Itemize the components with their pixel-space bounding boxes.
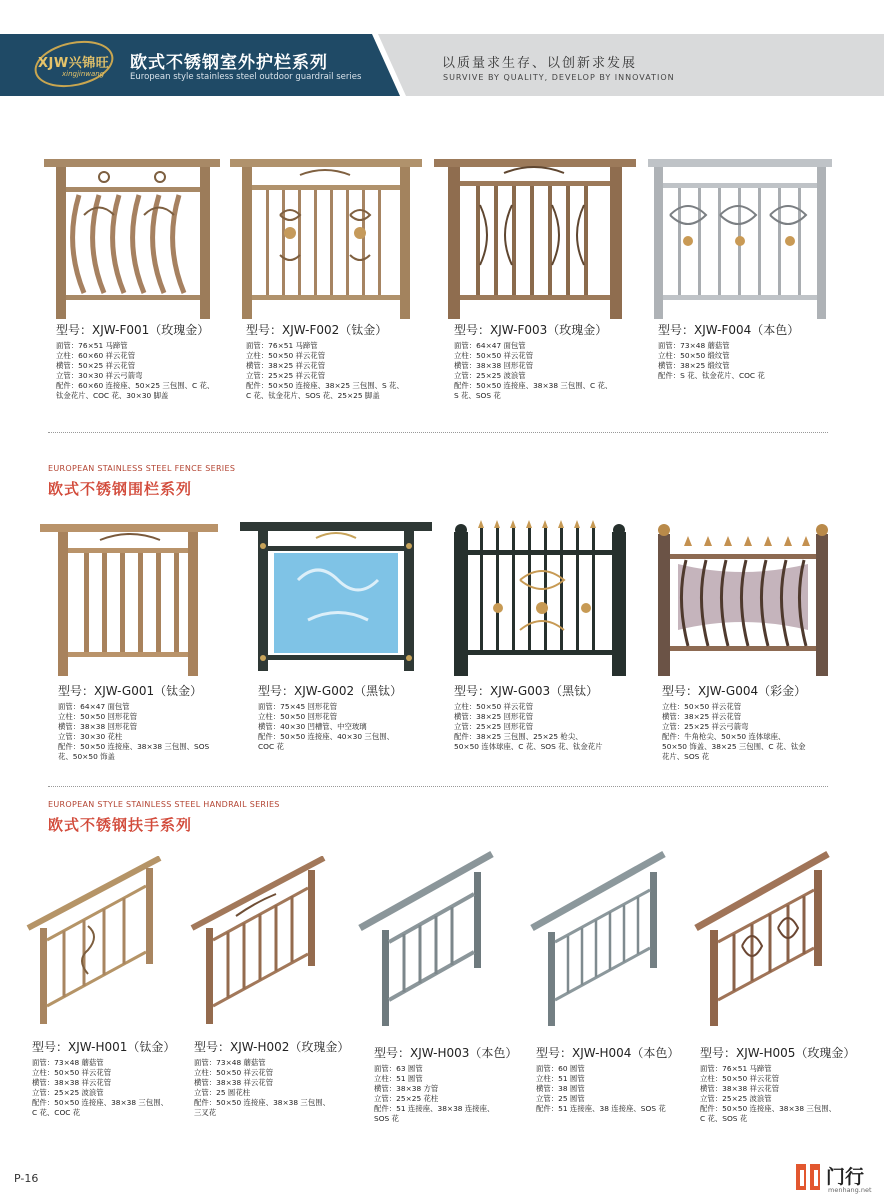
spec-line: 面管：60 圆管 (536, 1064, 585, 1073)
spec-line: 立柱：50×50 祥云花管 (454, 702, 534, 711)
model-label: 型号：XJW-H004（本色） (536, 1046, 680, 1060)
spec-line: 横管：50×25 祥云花管 (56, 361, 136, 370)
spec-line: 配件：51 连接座、38×38 连接座、 (374, 1104, 495, 1113)
page-title: 欧式不锈钢室外护栏系列 (130, 53, 328, 73)
section-title-en: EUROPEAN STYLE STAINLESS STEEL HANDRAIL SERIES (48, 800, 280, 809)
spec-line: 面管：63 圆管 (374, 1064, 423, 1073)
spec-line: 面管：76×51 马蹄管 (246, 341, 318, 350)
product-g001 (40, 520, 220, 762)
railing-f003-image (434, 155, 636, 321)
spec-line: C 花、SOS 花 (700, 1114, 748, 1123)
section-divider (48, 432, 828, 433)
spec-line: 50×50 饰盖、38×25 三包围、C 花、钛金 (662, 742, 806, 751)
spec-line: 立管：25×25 祥云花管 (246, 371, 326, 380)
spec-line: 立柱：50×50 回形花管 (258, 712, 338, 721)
spec-line: 配件：50×50 连接座、38×25 三包围、S 花、 (246, 381, 404, 390)
spec-line: 面管：76×51 马蹄管 (56, 341, 128, 350)
model-label: 型号：XJW-F001（玫瑰金） (56, 323, 210, 337)
model-label: 型号：XJW-G003（黑钛） (454, 684, 599, 698)
spec-line: 立管：25 圆管 (536, 1094, 585, 1103)
product-g003 (440, 520, 636, 752)
spec-line: 横管：38×25 回形花管 (454, 712, 534, 721)
spec-line: 配件：50×50 连接座、38×38 三包围、C 花、 (454, 381, 613, 390)
spec-line: 立柱：50×50 祥云花管 (246, 351, 326, 360)
spec-line: 横管：38×25 缎纹管 (658, 361, 730, 370)
railing-f004-image (648, 155, 832, 321)
product-h004 (530, 850, 679, 1114)
spec-line: 花片、SOS 花 (662, 752, 710, 761)
section-title: 欧式不锈钢扶手系列 (48, 816, 193, 834)
product-g002 (238, 520, 434, 752)
product-f003 (434, 155, 636, 401)
spec-line: 横管：40×30 凹槽管、中空玻璃 (258, 722, 367, 731)
spec-line: 面管：73×48 蘑菇管 (32, 1058, 104, 1067)
spec-line: 横管：38×38 方管 (374, 1084, 439, 1093)
spec-line: 配件：50×50 连接座、38×38 三包围、 (700, 1104, 836, 1113)
spec-line: 面管：76×51 马蹄管 (700, 1064, 772, 1073)
product-h001 (26, 856, 175, 1118)
spec-line: 横管：38×25 祥云花管 (246, 361, 326, 370)
model-label: 型号：XJW-F004（本色） (658, 323, 800, 337)
handrail-h002-image (190, 856, 330, 1036)
spec-line: 立管：25×25 波浪管 (700, 1094, 772, 1103)
product-f002 (230, 155, 422, 401)
page-title-en: European style stainless steel outdoor guardrail series (130, 72, 362, 82)
model-label: 型号：XJW-H002（玫瑰金） (194, 1040, 350, 1054)
spec-line: 配件：51 连接座、38 连接座、SOS 花 (536, 1104, 666, 1113)
slogan: 以质量求生存、以创新求发展 (442, 56, 638, 71)
handrail-h005-image (694, 850, 834, 1036)
spec-line: 立柱：50×50 祥云花管 (662, 702, 742, 711)
spec-line: 横管：38×38 祥云花管 (32, 1078, 112, 1087)
spec-line: 立管：30×30 祥云弓箭弯 (56, 371, 143, 380)
spec-line: 立柱：50×50 祥云花管 (700, 1074, 780, 1083)
spec-line: 花、50×50 饰盖 (58, 752, 115, 761)
product-h005 (694, 850, 855, 1124)
spec-line: 横管：38×38 祥云花管 (194, 1078, 274, 1087)
spec-line: 横管：38×38 祥云花管 (700, 1084, 780, 1093)
spec-line: 立柱：50×50 缎纹管 (658, 351, 730, 360)
spec-line: 立柱：50×50 祥云花管 (194, 1068, 274, 1077)
spec-line: 立柱：50×50 祥云花管 (454, 351, 534, 360)
model-label: 型号：XJW-F002（钛金） (246, 323, 388, 337)
spec-line: 立管：25×25 回形花管 (454, 722, 534, 731)
spec-line: S 花、SOS 花 (454, 391, 501, 400)
model-label: 型号：XJW-G001（钛金） (58, 684, 203, 698)
spec-line: 立管：25 圆花柱 (194, 1088, 251, 1097)
spec-line: 立柱：51 圆管 (374, 1074, 423, 1083)
logo: XJW兴锦旺 (38, 56, 110, 71)
model-label: 型号：XJW-H003（本色） (374, 1046, 518, 1060)
brand-logo-icon (794, 1160, 824, 1192)
spec-line: 配件：38×25 三包围、25×25 枪尖、 (454, 732, 583, 741)
spec-line: C 花、钛金花片、SOS 花、25×25 脚盖 (246, 391, 380, 400)
spec-line: 三叉花 (194, 1108, 217, 1117)
fence-g001-image (40, 520, 220, 682)
spec-line: 立管：30×30 花柱 (58, 732, 123, 741)
spec-line: 横管：38×38 回形花管 (454, 361, 534, 370)
page-number: P-16 (14, 1172, 39, 1185)
spec-line: 立管：25×25 祥云弓箭弯 (662, 722, 749, 731)
product-g004 (648, 520, 838, 762)
spec-line: 面管：73×48 蘑菇管 (194, 1058, 266, 1067)
spec-line: 立管：25×25 花柱 (374, 1094, 439, 1103)
brand-url[interactable]: menhang.net (828, 1186, 872, 1194)
spec-line: COC 花 (258, 742, 284, 751)
spec-line: 50×50 连体球座、C 花、SOS 花、钛金花片 (454, 742, 603, 751)
spec-line: 配件：60×60 连接座、50×25 三包围、C 花、 (56, 381, 215, 390)
handrail-h001-image (26, 856, 166, 1036)
product-h002 (190, 856, 349, 1118)
spec-line: 配件：牛角枪尖、50×50 连体球座、 (662, 732, 786, 741)
section-title: 欧式不锈钢围栏系列 (48, 480, 193, 498)
model-label: 型号：XJW-G004（彩金） (662, 684, 807, 698)
spec-line: SOS 花 (374, 1114, 399, 1123)
section-title-en: EUROPEAN STAINLESS STEEL FENCE SERIES (48, 464, 236, 473)
spec-line: 横管：38 圆管 (536, 1084, 585, 1093)
model-label: 型号：XJW-H001（钛金） (32, 1040, 176, 1054)
fence-g002-image (238, 520, 434, 682)
handrail-h003-image (358, 850, 498, 1036)
spec-line: 立柱：51 圆管 (536, 1074, 585, 1083)
model-label: 型号：XJW-G002（黑钛） (258, 684, 403, 698)
spec-line: 横管：38×25 祥云花管 (662, 712, 742, 721)
spec-line: 面管：73×48 蘑菇管 (658, 341, 730, 350)
spec-line: 立管：25×25 波浪管 (454, 371, 526, 380)
railing-f002-image (230, 155, 422, 321)
spec-line: 配件：50×50 连接座、38×38 三包围、 (194, 1098, 330, 1107)
product-f001 (44, 155, 220, 401)
handrail-h004-image (530, 850, 670, 1036)
spec-line: 立柱：50×50 祥云花管 (32, 1068, 112, 1077)
spec-line: 配件：50×50 连接座、38×38 三包围、SOS (58, 742, 210, 751)
product-f004 (648, 155, 832, 381)
spec-line: 面管：64×47 面包管 (58, 702, 130, 711)
spec-line: 立柱：50×50 回形花管 (58, 712, 138, 721)
model-label: 型号：XJW-F003（玫瑰金） (454, 323, 608, 337)
slogan-en: SURVIVE BY QUALITY, DEVELOP BY INNOVATION (443, 73, 675, 82)
spec-line: 面管：64×47 面包管 (454, 341, 526, 350)
brand-name[interactable]: 门行 (826, 1166, 865, 1188)
section-divider (48, 786, 828, 787)
spec-line: 配件：50×50 连接座、38×38 三包围、 (32, 1098, 168, 1107)
spec-line: 立柱：60×60 祥云花管 (56, 351, 136, 360)
spec-line: 钛金花片、COC 花、30×30 脚盖 (56, 391, 169, 400)
spec-line: 配件：S 花、钛金花片、COC 花 (658, 371, 765, 380)
model-label: 型号：XJW-H005（玫瑰金） (700, 1046, 856, 1060)
spec-line: 横管：38×38 回形花管 (58, 722, 138, 731)
spec-line: 面管：75×45 回形花管 (258, 702, 338, 711)
product-h003 (358, 850, 517, 1124)
fence-g003-image (440, 520, 636, 682)
fence-g004-image (648, 520, 838, 682)
spec-line: C 花、COC 花 (32, 1108, 81, 1117)
spec-line: 立管：25×25 波浪管 (32, 1088, 104, 1097)
railing-f001-image (44, 155, 220, 321)
logo-subtitle: xingjinwang (62, 70, 105, 78)
spec-line: 配件：50×50 连接座、40×30 三包围、 (258, 732, 394, 741)
